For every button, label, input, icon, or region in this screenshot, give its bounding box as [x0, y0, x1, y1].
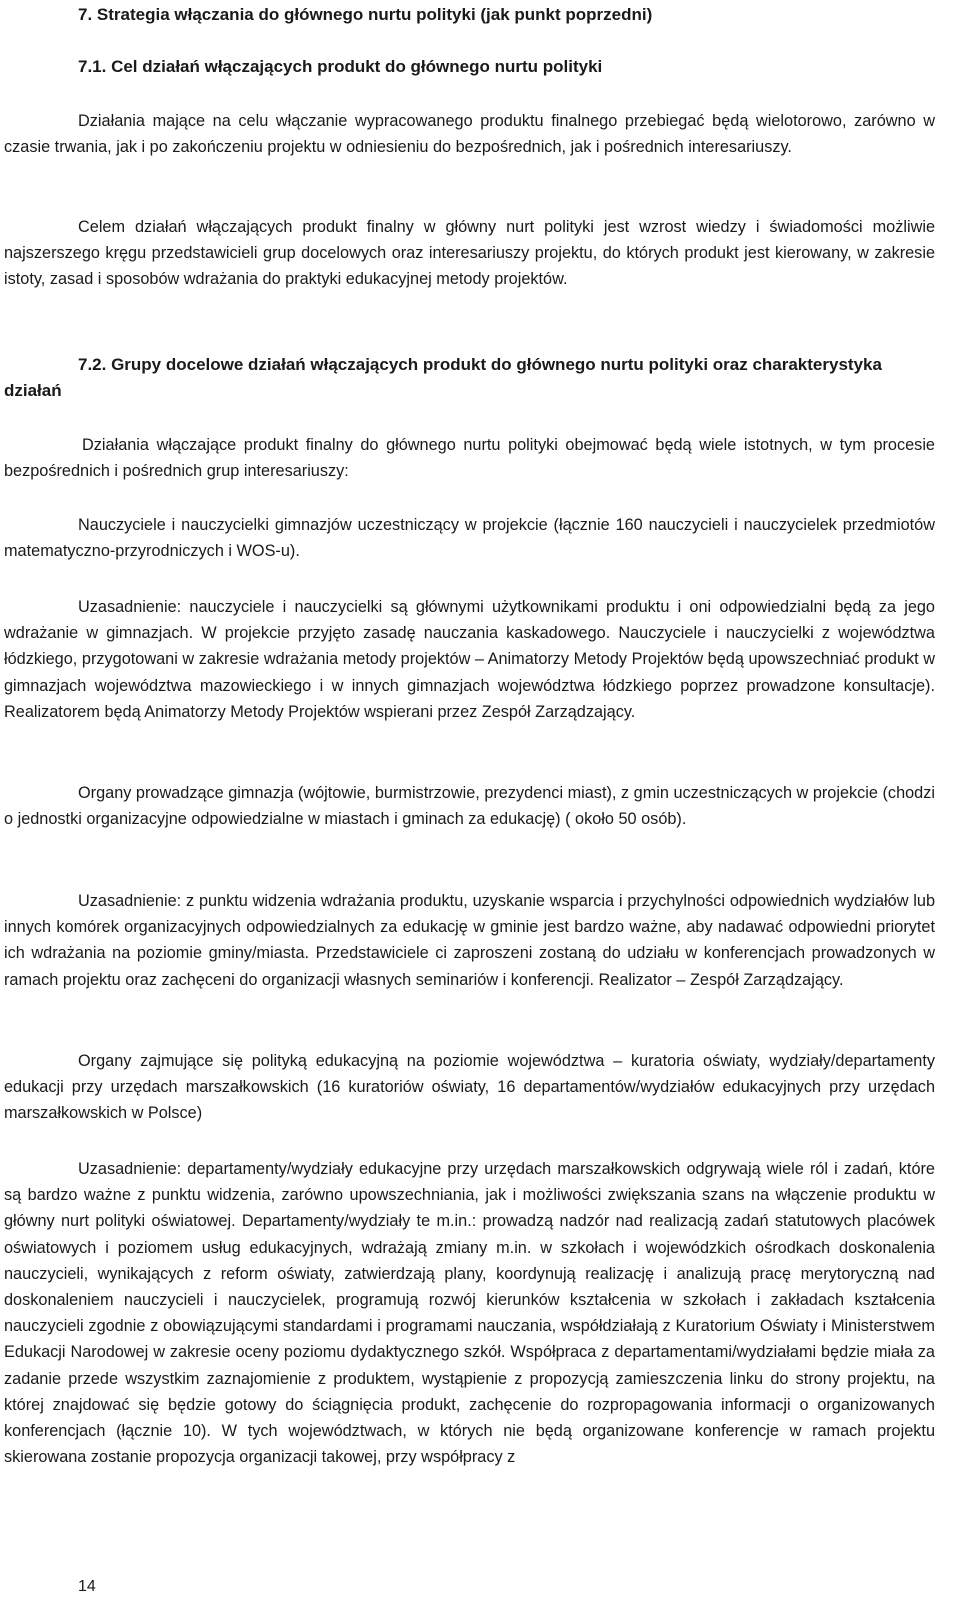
page-number: 14 — [78, 1578, 96, 1595]
paragraph-goal: Celem działań włączających produkt finalny w główny nurt polityki jest wzrost wiedzy i świadomości możliwie najszerszego kręgu przedstawicieli grup docelowych oraz interesariuszy projektu, do których produkt jest kierowany, w zakresie istoty, zasad i sposobów wdrażania do praktyki edukacyjnej metody projektów. — [4, 218, 935, 289]
paragraph-purpose: Działania mające na celu włączanie wypracowanego produktu finalnego przebiegać będą wielotorowo, zarówno w czasie trwania, jak i po zakończeniu projektu w odniesieniu do bezpośrednich, jak i pośrednich interesariuszy. — [4, 112, 935, 157]
paragraph-governing-bodies: Organy prowadzące gimnazja (wójtowie, burmistrzowie, prezydenci miast), z gmin uczestniczących w projekcie (chodzi o jednostki organizacyjne odpowiedzialne w miastach i gminach za edukację) ( około 50 osób). — [4, 784, 935, 829]
paragraph-teachers-rationale: Uzasadnienie: nauczyciele i nauczycielki są głównymi użytkownikami produktu i oni odpowiedzialni będą za jego wdrażanie w gimnazjach. W projekcie przyjęto zasadę nauczania kaskadowego. Nauczyciele i nauczycielki z województwa łódzkiego, przygotowani w zakresie wdrażania metody projektów – Animatorzy Metody Projektów będą upowszechniać produkt w gimnazjach województwa mazowieckiego i w innych gimnazjach województwa łódzkiego poprzez prowadzone konsultacje). Realizatorem będą Animatorzy Metody Projektów wspierani przez Zespół Zarządzający. — [4, 598, 935, 721]
section-heading-7-1: 7.1. Cel działań włączających produkt do głównego nurtu polityki — [78, 57, 603, 76]
paragraph-teachers: Nauczyciele i nauczycielki gimnazjów uczestniczący w projekcie (łącznie 160 nauczycieli i nauczycielek przedmiotów matematyczno-przyrodniczych i WOS-u). — [4, 516, 935, 561]
paragraph-regional-bodies: Organy zajmujące się polityką edukacyjną na poziomie województwa – kuratoria oświaty, wydziały/departamenty edukacji przy urzędach marszałkowskich (16 kuratoriów oświaty, 16 departamentów/wydziałów edukacyjnych przy urzędach marszałkowskich w Polsce) — [4, 1052, 935, 1123]
paragraph-regional-bodies-rationale: Uzasadnienie: departamenty/wydziały edukacyjne przy urzędach marszałkowskich odgrywają wiele ról i zadań, które są bardzo ważne z punktu widzenia, zarówno upowszechniania, jak i możliwości zwiększania szans na włączenie produktu w główny nurt polityki oświatowej. Departamenty/wydziały te m.in.: prowadzą nadzór nad realizacją zadań statutowych placówek oświatowych i poziomem usług edukacyjnych, wdrażają zmiany m.in. w szkołach i wojewódzkich ośrodkach doskonalenia nauczycieli, wynikających z reform oświaty, zatwierdzają plany, koordynują realizację i analizują pracę merytoryczną nad doskonaleniem nauczycieli i nauczycielek, programują rozwój kierunków kształcenia w szkołach i zakładach kształcenia nauczycieli zgodnie z obowiązującymi standardami i programami nauczania, współdziałają z Kuratorium Oświaty i Ministerstwem Edukacji Narodowej w zakresie oceny poziomu dydaktycznego szkół. Współpraca z departamentami/wydziałami będzie miała za zadanie przede wszystkim zaznajomienie z produktem, wystąpienie z propozycją zamieszczenia linku do strony projektu, na której znajdować się będzie gotowy do ściągnięcia produkt, zachęcenie do rozpropagowania informacji o organizowanych konferencjach (łącznie 10). W tych województwach, w których nie będą organizowane konferencje w ramach projektu skierowana zostanie propozycja organizacji takowej, przy współpracy z — [4, 1160, 935, 1467]
paragraph-target-groups-intro: Działania włączające produkt finalny do głównego nurtu polityki obejmować będą wiele istotnych, w tym procesie bezpośrednich i pośrednich grup interesariuszy: — [4, 436, 935, 481]
section-heading-7: 7. Strategia włączania do głównego nurtu polityki (jak punkt poprzedni) — [78, 5, 653, 24]
section-heading-7-2: 7.2. Grupy docelowe działań włączających produkt do głównego nurtu polityki oraz charakterystyka działań — [4, 355, 882, 400]
paragraph-governing-bodies-rationale: Uzasadnienie: z punktu widzenia wdrażania produktu, uzyskanie wsparcia i przychylności odpowiednich wydziałów lub innych komórek organizacyjnych odpowiedzialnych za edukację w gminie jest bardzo ważne, aby nadawać odpowiedni priorytet ich wdrażania na poziomie gminy/miasta. Przedstawiciele ci zaproszeni zostaną do udziału w konferencjach prowadzonych w ramach projektu oraz zachęceni do organizacji własnych seminariów i konferencji. Realizator – Zespół Zarządzający. — [4, 892, 935, 989]
